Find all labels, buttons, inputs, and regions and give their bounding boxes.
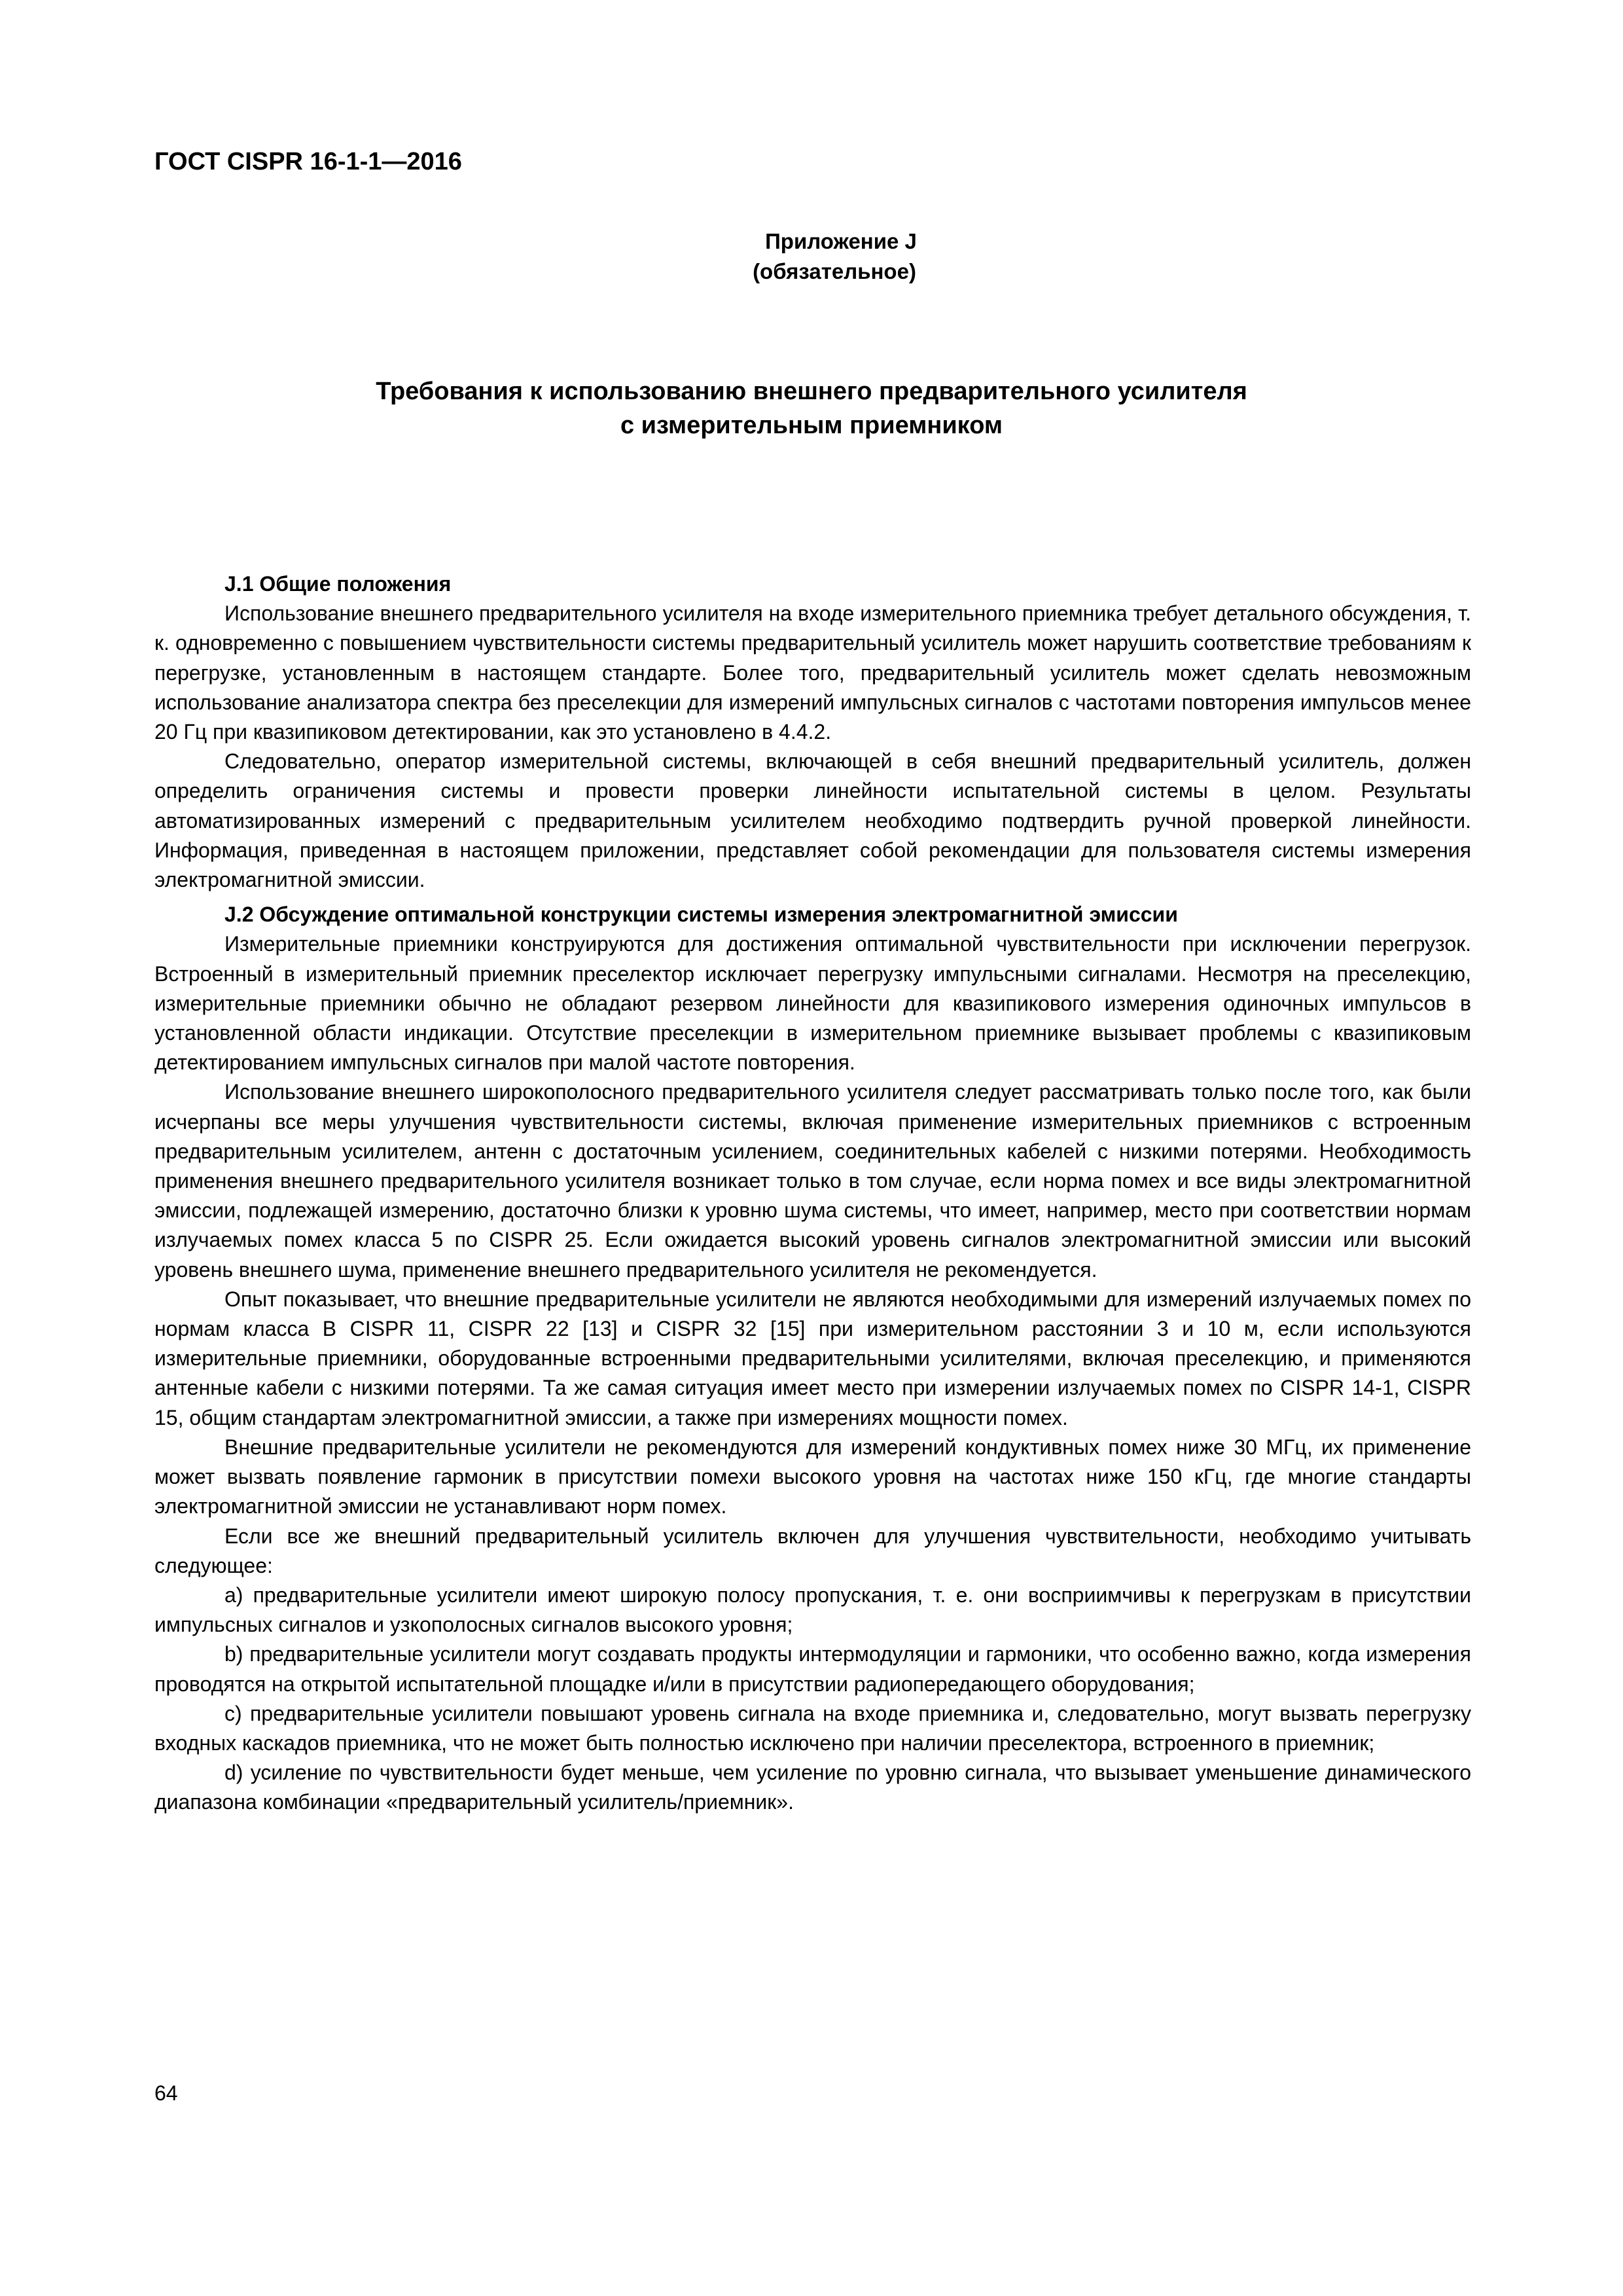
paragraph: Следовательно, оператор измерительной системы, включающей в себя внешний предварительный усилитель, должен определить ограничения системы и провести проверки линейности испытательной системы в целом. Результаты автоматизированных измерений с предварительным усилителем необходимо подтвердить ручной проверкой линейности. Информация, приведенная в настоящем приложении, представляет собой рекомендации для пользователя системы измерения электромагнитной эмиссии.: [154, 749, 1471, 892]
paragraph: Использование внешнего предварительного усилителя на входе измерительного приемника требует детального обсуждения, т. к. одновременно с повышением чувствительности системы предварительный усилитель может нарушить соответствие требованиям к перегрузке, установленным в настоящем стандарте. Более того, предварительный усилитель может сделать невозможным использование анализатора спектра без преселекции для измерений импульсных сигналов с частотами повторения импульсов менее 20 Гц при квазипиковом детектировании, как это установлено в 4.4.2.: [154, 601, 1471, 744]
list-item-b: b) предварительные усилители могут создавать продукты интермодуляции и гармоники, что особенно важно, когда измерения проводятся на открытой испытательной площадке и/или в присутствии радиопередающего оборудования;: [154, 1642, 1471, 1696]
paragraph: Использование внешнего широкополосного предварительного усилителя следует рассматривать только после того, как были исчерпаны все меры улучшения чувствительности системы, включая применение измерительных приемников с встроенным предварительным усилителем, антенн с достаточным усилением, соединительных кабелей с низкими потерями. Необходимость применения внешнего предварительного усилителя возникает только в том случае, если норма помех и все виды электромагнитной эмиссии, подлежащей измерению, достаточно близки к уровню шума системы, что имеет, например, место при соответствии нормам излучаемых помех класса 5 по CISPR 25. Если ожидается высокий уровень сигналов электромагнитной эмиссии или высокий уровень внешнего шума, применение внешнего предварительного усилителя не рекомендуется.: [154, 1080, 1471, 1282]
paragraph: Если все же внешний предварительный усилитель включен для улучшения чувствительности, необходимо учитывать следующее:: [154, 1524, 1471, 1577]
list-item-a: a) предварительные усилители имеют широкую полосу пропускания, т. е. они восприимчивы к перегрузкам в присутствии импульсных сигналов и узкополосных сигналов высокого уровня;: [154, 1583, 1471, 1637]
document-title-line-2: с измерительным приемником: [620, 412, 1003, 439]
paragraph: Измерительные приемники конструируются для достижения оптимальной чувствительности при исключении перегрузок. Встроенный в измерительный приемник преселектор исключает перегрузку импульсными сигналами. Несмотря на преселекцию, измерительные приемники обычно не обладают резервом линейности для квазипикового измерения одиночных импульсов в установленной области индикации. Отсутствие преселекции в измерительном приемнике вызывает проблемы с квазипиковым детектированием импульсных сигналов при малой частоте повторения.: [154, 932, 1471, 1075]
list-item-d: d) усиление по чувствительности будет меньше, чем усиление по уровню сигнала, что вызывает уменьшение динамического диапазона комбинации «предварительный усилитель/приемник».: [154, 1761, 1471, 1814]
document-body: [154, 569, 1471, 1818]
list-item-c: c) предварительные усилители повышают уровень сигнала на входе приемника и, следовательно, могут вызвать перегрузку входных каскадов приемника, что не может быть полностью исключено при наличии преселектора, встроенного в приемник;: [154, 1701, 1471, 1755]
page-number: 64: [154, 2081, 178, 2105]
section-heading-j1: J.1 Общие положения: [224, 572, 452, 596]
appendix-title: Приложение J: [765, 229, 917, 253]
appendix-status: (обязательное): [753, 259, 916, 283]
document-title-line-1: Требования к использованию внешнего предварительного усилителя: [376, 378, 1247, 405]
appendix-label: [0, 226, 1623, 287]
paragraph: Внешние предварительные усилители не рекомендуются для измерений кондуктивных помех ниже 30 МГц, их применение может вызвать появление гармоник в присутствии помехи высокого уровня на частотах ниже 150 кГц, где многие стандарты электромагнитной эмиссии не устанавливают норм помех.: [154, 1435, 1471, 1518]
section-heading-j2: J.2 Обсуждение оптимальной конструкции системы измерения электромагнитной эмиссии: [224, 903, 1178, 927]
document-title: [0, 374, 1623, 442]
document-id: ГОСТ CISPR 16-1-1—2016: [154, 148, 462, 175]
paragraph: Опыт показывает, что внешние предварительные усилители не являются необходимыми для измерений излучаемых помех по нормам класса В CISPR 11, CISPR 22 [13] и CISPR 32 [15] при измерительном расстоянии 3 и 10 м, если используются измерительные приемники, оборудованные встроенными предварительными усилителями, включая преселекцию, и применяются антенные кабели с низкими потерями. Та же самая ситуация имеет место при измерении излучаемых помех по CISPR 14-1, CISPR 15, общим стандартам электромагнитной эмиссии, а также при измерениях мощности помех.: [154, 1287, 1471, 1429]
